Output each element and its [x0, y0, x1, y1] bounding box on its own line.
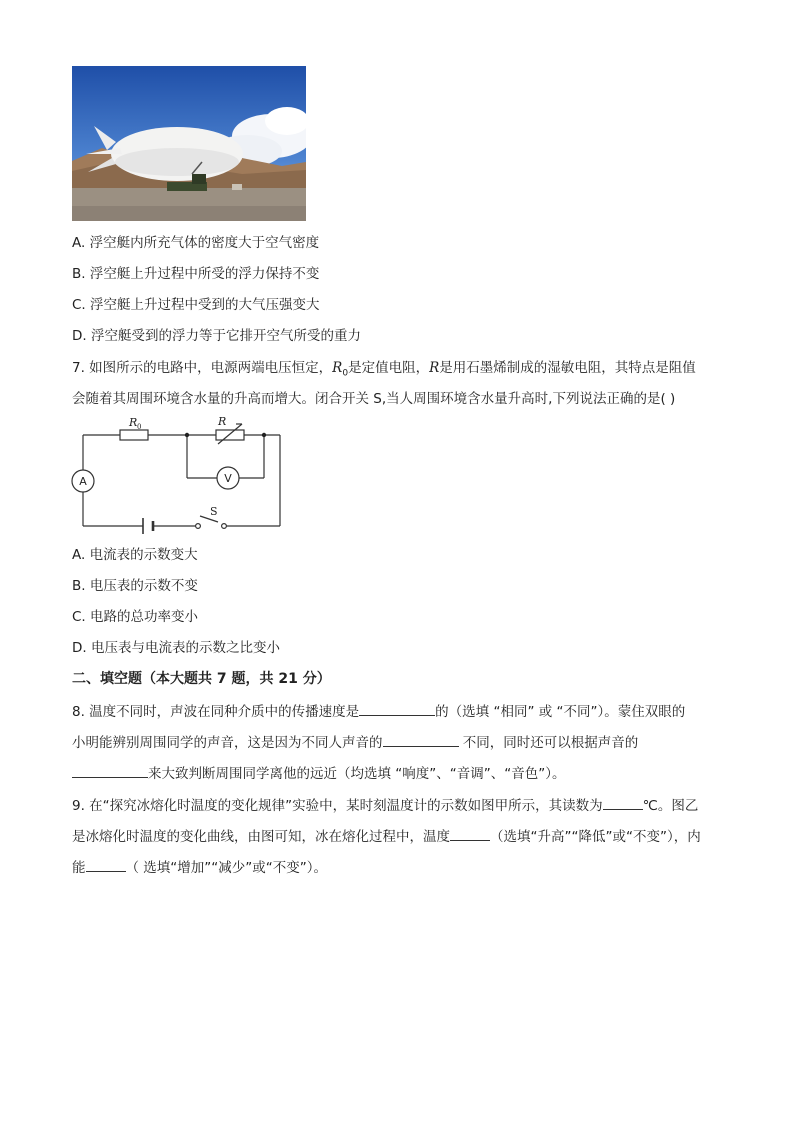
q9-text-1b: ℃。图乙 [642, 798, 699, 814]
q7-stem-part-a: 7. 如图所示的电路中，电源两端电压恒定， [72, 360, 333, 376]
q7-option-c: C. 电路的总功率变小 [72, 609, 199, 625]
q7-stem-part-c: 是用石墨烯制成的湿敏电阻，其特点是阻值 [439, 360, 696, 376]
q7-option-b: B. 电压表的示数不变 [72, 578, 198, 594]
q7-stem-line-2: 会随着其周围环境含水量的升高而增大。闭合开关 S,当人周围环境含水量升高时,下列说法正确的是( ) [72, 391, 676, 407]
r0-label: R [129, 416, 138, 429]
q8-text-1b: 的（选填 “相同” 或 “不同”）。蒙住双眼的 [435, 704, 686, 720]
q7-option-d: D. 电压表与电流表的示数之比变小 [72, 640, 280, 656]
q7-r0-symbol: R [332, 360, 343, 376]
q9-blank-1[interactable] [603, 795, 643, 810]
q7-r0-subscript: 0 [342, 368, 349, 379]
q7-stem-part-b: 是定值电阻， [348, 360, 430, 376]
q8-text-3b: 来大致判断周围同学离他的远近（均选填 “响度”、“音调”、“音色”）。 [148, 766, 566, 782]
q8-blank-1[interactable] [359, 701, 435, 716]
q6-option-a: A. 浮空艇内所充气体的密度大于空气密度 [72, 235, 320, 251]
section-heading: 二、填空题（本大题共 7 题，共 21 分） [72, 671, 331, 687]
q8-text-2a: 小明能辨别周围同学的声音，这是因为不同人声音的 [72, 735, 383, 751]
q9-text-2b: （选填“升高”“降低”或“不变”），内 [490, 829, 701, 845]
q6-option-c: C. 浮空艇上升过程中受到的大气压强变大 [72, 297, 320, 313]
q9-line-1 [72, 795, 698, 816]
q8-line-2 [72, 732, 638, 753]
q7-stem-line-1 [72, 358, 696, 384]
q8-text-2b: 不同，同时还可以根据声音的 [458, 735, 639, 751]
q6-option-b: B. 浮空艇上升过程中所受的浮力保持不变 [72, 266, 320, 282]
q9-text-3b: （ 选填“增加”“减少”或“不变”）。 [125, 860, 328, 876]
q9-text-2a: 是冰熔化时温度的变化曲线，由图可知，冰在熔化过程中，温度 [72, 829, 450, 845]
r0-label-subscript: 0 [137, 423, 142, 431]
voltmeter-label: V [224, 472, 232, 485]
r-label: R [218, 415, 227, 428]
ammeter-label: A [79, 475, 87, 488]
switch-label: S [210, 505, 218, 518]
q8-line-1 [72, 701, 685, 722]
q8-text-1a: 8. 温度不同时，声波在同种介质中的传播速度是 [72, 704, 360, 720]
q9-blank-3[interactable] [86, 857, 126, 872]
q9-text-3a: 能 [72, 860, 86, 876]
q7-r-symbol: R [429, 360, 440, 376]
q8-blank-2[interactable] [383, 732, 459, 747]
circuit-diagram [68, 412, 288, 534]
q9-blank-2[interactable] [450, 826, 490, 841]
q7-option-a: A. 电流表的示数变大 [72, 547, 198, 563]
q9-line-2 [72, 826, 701, 847]
q9-line-3 [72, 857, 327, 878]
q8-blank-3[interactable] [72, 763, 148, 778]
q6-option-d: D. 浮空艇受到的浮力等于它排开空气所受的重力 [72, 328, 361, 344]
q8-line-3 [72, 763, 566, 784]
airship-photo [72, 66, 306, 221]
q9-text-1a: 9. 在“探究冰熔化时温度的变化规律”实验中，某时刻温度计的示数如图甲所示，其读数为 [72, 798, 603, 814]
